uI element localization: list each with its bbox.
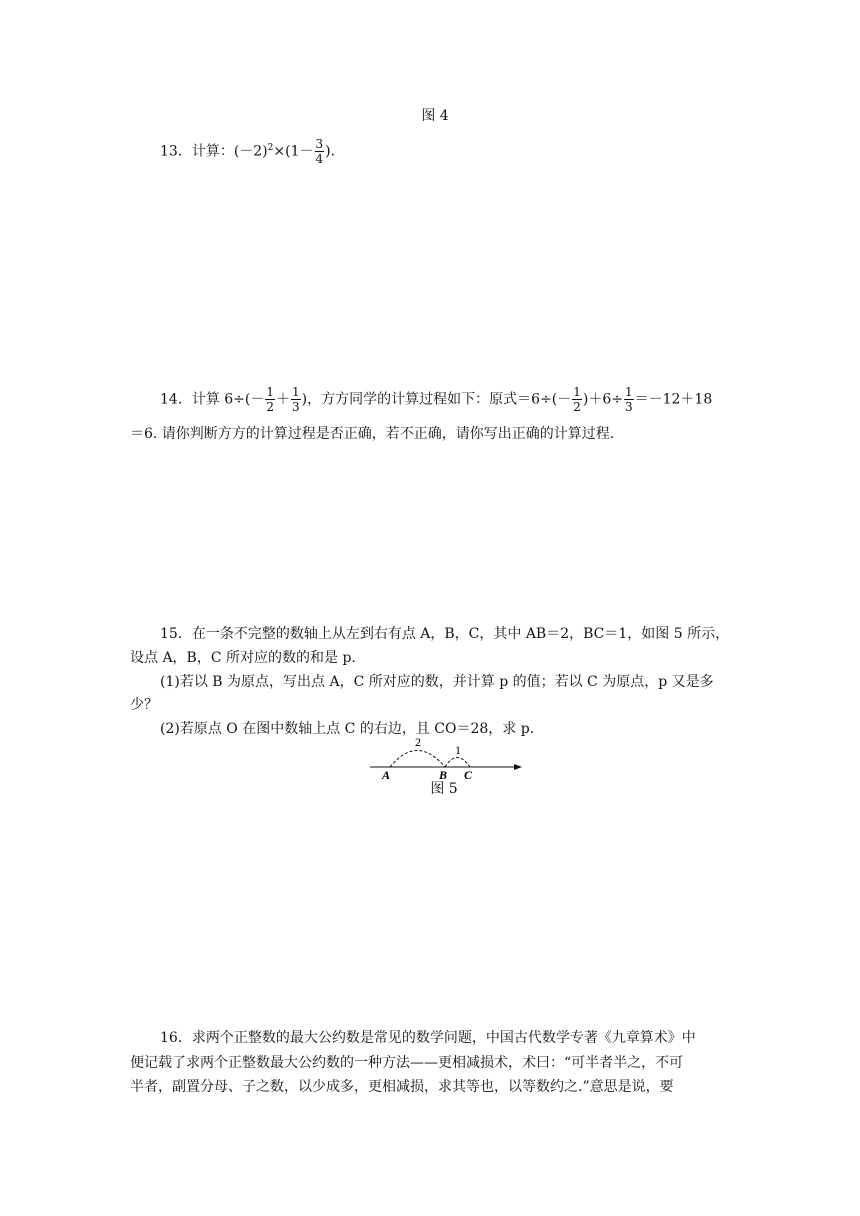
q13-suffix: )． [325,143,345,160]
question-15-line-2: 设点 A，B，C 所对应的数的和是 p. [130,650,356,666]
q14-fraction-4: $\frac{1}{3}$ [624,385,633,414]
question-14-line-1: 14．计算 6÷(－ $\frac{1}{2}$ ＋ $\frac{1}{3}$ )，方方同学的计算过程如下：原式＝6÷(－ $\frac{1}{2}$ )＋6÷ $\frac{1}{3}$ ＝－12＋18 [160,385,713,414]
q14-fraction-2: $\frac{1}{3}$ [292,385,300,414]
question-16-line-2: 便记载了求两个正整数最大公约数的一种方法——更相减损术，术曰：“可半者半之，不可 [130,1055,684,1071]
figure-4-caption: 图 4 [421,108,449,124]
question-15-part-1-cont: 少？ [130,697,158,713]
question-13 [160,138,345,165]
point-b-label: B [438,768,448,782]
arc-bc-label: 1 [455,743,461,757]
q13-mid: ×(1－ [273,143,314,160]
question-15-line-1: 15．在一条不完整的数轴上从左到右有点 A，B，C，其中 AB＝2，BC＝1，如图 5 所示， [160,626,730,642]
point-c-label: C [463,768,473,782]
number-line-arrow [514,764,522,770]
point-a-label: A [381,768,391,782]
arc-ab [390,751,445,768]
question-14-line-2: ＝6. 请你判断方方的计算过程是否正确，若不正确，请你写出正确的计算过程. [130,426,615,442]
arc-ab-label: 2 [415,735,421,749]
figure-5-caption: 图 5 [430,781,458,797]
q13-exponent: 2 [267,143,274,153]
arc-bc [445,758,470,768]
q13-fraction: $\frac{3}{4}$ [315,137,324,167]
q14-fraction-3: $\frac{1}{2}$ [573,385,581,414]
q14-fraction-1: $\frac{1}{2}$ [266,385,275,414]
q13-prefix: 13．计算：(－2) [160,143,268,160]
question-16-line-1: 16．求两个正整数的最大公约数是常见的数学问题，中国古代数学专著《九章算术》中 [160,1030,696,1046]
question-16-line-3: 半者，副置分母、子之数，以少成多，更相减损，求其等也，以等数约之.”意思是说，要 [130,1079,674,1095]
question-15-part-2: (2)若原点 O 在图中数轴上点 C 的右边，且 CO＝28，求 p. [160,721,535,737]
question-15-part-1: (1)若以 B 为原点，写出点 A，C 所对应的数，并计算 p 的值；若以 C 为原点，p 又是多 [160,674,714,690]
figure-5-number-line [360,732,530,782]
